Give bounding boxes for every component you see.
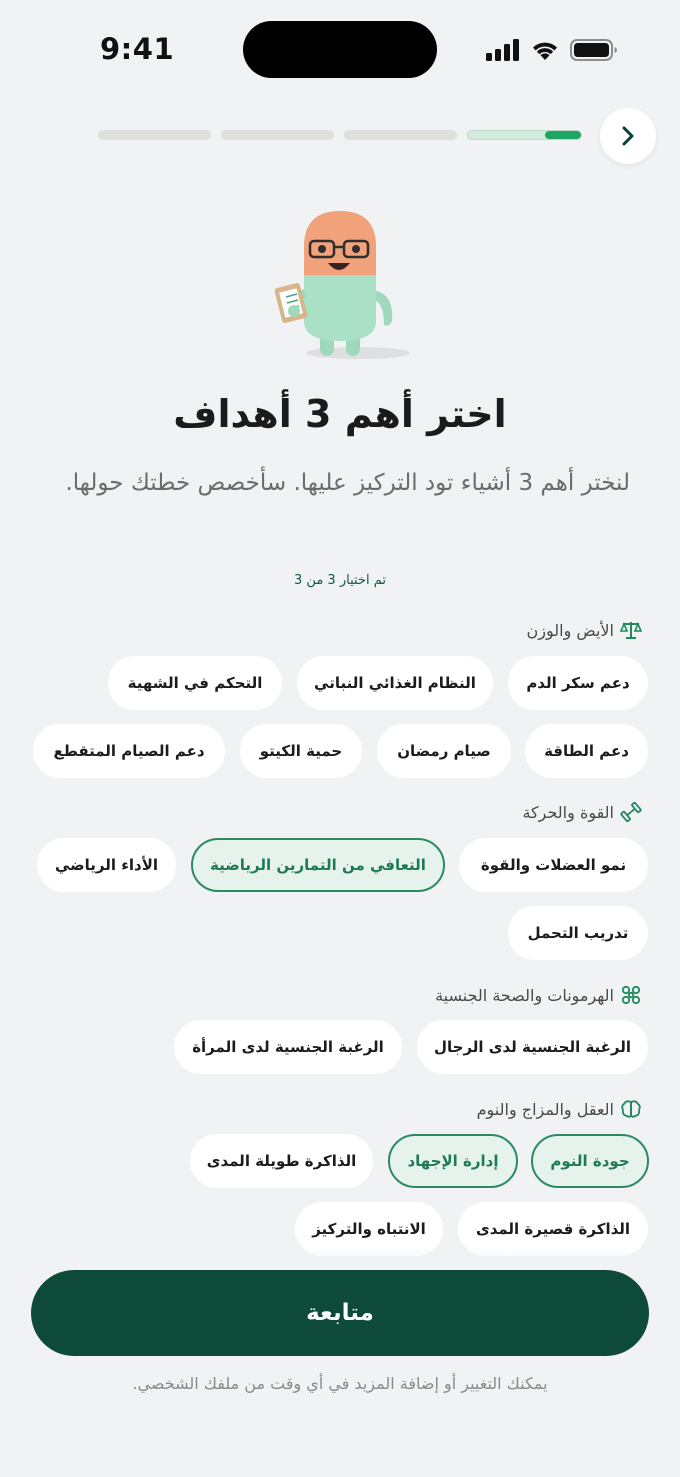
progress-segment [98, 130, 211, 140]
goal-chip[interactable]: صيام رمضان [377, 724, 511, 778]
battery-icon [570, 39, 618, 61]
dynamic-island [243, 21, 437, 78]
goal-chip[interactable]: دعم الطاقة [525, 724, 648, 778]
section-title-text: العقل والمزاج والنوم [476, 1099, 614, 1119]
goal-chip[interactable]: دعم سكر الدم [508, 656, 648, 710]
wifi-icon [530, 39, 560, 61]
status-time: 9:41 [100, 32, 175, 66]
brain-icon [620, 1099, 642, 1119]
section-strength-title [522, 802, 642, 822]
goal-chip[interactable]: دعم الصيام المتقطع [33, 724, 225, 778]
dumbbell-icon [620, 802, 642, 822]
section-metabolism-title [527, 620, 643, 640]
goal-chip[interactable]: الرغبة الجنسية لدى الرجال [417, 1020, 648, 1074]
goal-chip[interactable]: الانتباه والتركيز [295, 1202, 443, 1256]
footnote: يمكنك التغيير أو إضافة المزيد في أي وقت من ملفك الشخصي. [132, 1374, 548, 1393]
progress-bar [98, 130, 582, 142]
goal-chip[interactable]: حمية الكيتو [240, 724, 362, 778]
goal-chip[interactable]: الأداء الرياضي [37, 838, 176, 892]
page-title: اختر أهم 3 أهداف [173, 392, 507, 436]
status-icons [486, 38, 618, 62]
hormone-icon [620, 985, 642, 1005]
chevron-right-icon [619, 125, 637, 147]
status-bar [0, 0, 680, 100]
section-mind-title [477, 1099, 642, 1119]
goal-chip[interactable]: الذاكرة قصيرة المدى [458, 1202, 648, 1256]
selection-counter: تم اختيار 3 من 3 [294, 573, 386, 588]
goal-chip[interactable]: النظام الغذائي النباتي [297, 656, 493, 710]
goal-chip-selected[interactable]: جودة النوم [531, 1134, 649, 1188]
progress-segment [344, 130, 457, 140]
goal-chip-selected[interactable]: إدارة الإجهاد [388, 1134, 518, 1188]
scale-icon [620, 620, 642, 640]
goal-chip[interactable]: نمو العضلات والقوة [459, 838, 648, 892]
goal-chip[interactable]: الرغبة الجنسية لدى المرأة [174, 1020, 402, 1074]
forward-button[interactable] [600, 108, 656, 164]
goal-chip[interactable]: التحكم في الشهية [108, 656, 282, 710]
section-hormones-title [435, 985, 642, 1005]
page-subtitle: لنختر أهم 3 أشياء تود التركيز عليها. سأخصص خطتك حولها. [65, 470, 630, 496]
cellular-signal-icon [486, 39, 520, 61]
section-title-text: الأيض والوزن [526, 620, 614, 640]
section-title-text: الهرمونات والصحة الجنسية [435, 985, 614, 1005]
pill-mascot-illustration [270, 205, 420, 365]
section-title-text: القوة والحركة [522, 802, 614, 822]
progress-fill [545, 131, 581, 139]
continue-button[interactable]: متابعة [31, 1270, 649, 1356]
goal-chip[interactable]: تدريب التحمل [508, 906, 648, 960]
progress-segment-current [467, 130, 582, 140]
goal-chip[interactable]: الذاكرة طويلة المدى [190, 1134, 373, 1188]
progress-segment [221, 130, 334, 140]
goal-chip-selected[interactable]: التعافي من التمارين الرياضية [191, 838, 445, 892]
